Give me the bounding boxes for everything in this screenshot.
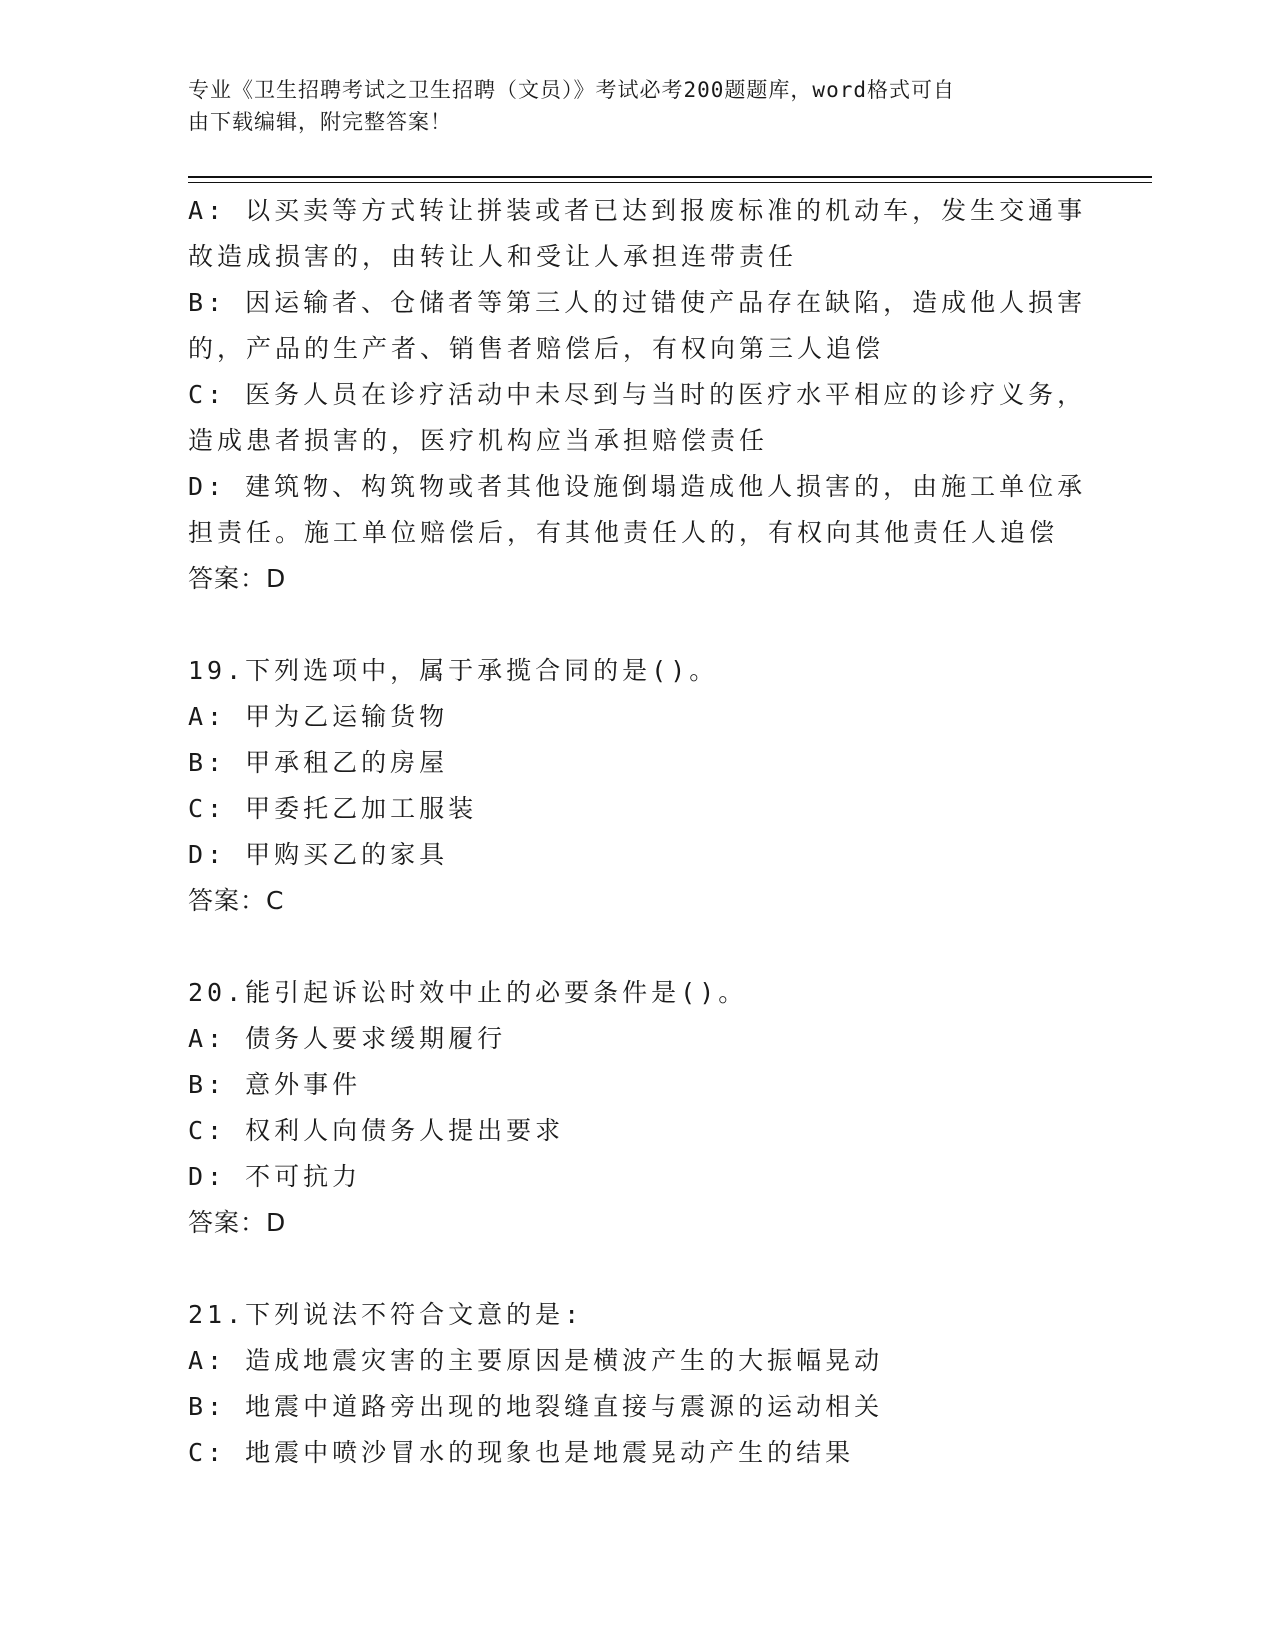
q18-option-b-line-1: B: 因运输者、仓储者等第三人的过错使产品存在缺陷，造成他人损害 [188, 288, 1087, 317]
header-line-1: 专业《卫生招聘考试之卫生招聘（文员）》考试必考200题题库，word格式可自 [188, 78, 955, 102]
q20-answer: 答案：D [188, 1208, 287, 1237]
spacer [188, 1246, 1088, 1292]
question-18 [188, 188, 1088, 602]
q18-option-b-line-2: 的，产品的生产者、销售者赔偿后，有权向第三人追偿 [188, 334, 885, 363]
q19-option-d: D: 甲购买乙的家具 [188, 840, 449, 869]
q18-option-c-line-1: C: 医务人员在诊疗活动中未尽到与当时的医疗水平相应的诊疗义务， [188, 380, 1087, 409]
q18-option-c-line-2: 造成患者损害的，医疗机构应当承担赔偿责任 [188, 426, 769, 455]
q18-option-a-line-1: A: 以买卖等方式转让拼装或者已达到报废标准的机动车，发生交通事 [188, 196, 1087, 225]
q18-answer: 答案：D [188, 564, 287, 593]
q19-option-c: C: 甲委托乙加工服装 [188, 794, 478, 823]
q18-option-d-line-2: 担责任。施工单位赔偿后，有其他责任人的，有权向其他责任人追偿 [188, 518, 1059, 547]
q20-question: 20.能引起诉讼时效中止的必要条件是()。 [188, 978, 748, 1007]
q21-question: 21.下列说法不符合文意的是: [188, 1300, 584, 1329]
document-header [188, 74, 1068, 138]
spacer [188, 602, 1088, 648]
q21-option-a: A: 造成地震灾害的主要原因是横波产生的大振幅晃动 [188, 1346, 884, 1375]
q18-option-a-line-2: 故造成损害的，由转让人和受让人承担连带责任 [188, 242, 798, 271]
question-21 [188, 1292, 1088, 1476]
q19-question: 19.下列选项中，属于承揽合同的是()。 [188, 656, 719, 685]
question-20 [188, 970, 1088, 1246]
q19-answer: 答案：C [188, 886, 285, 915]
q18-option-d-line-1: D: 建筑物、构筑物或者其他设施倒塌造成他人损害的，由施工单位承 [188, 472, 1087, 501]
q21-option-b: B: 地震中道路旁出现的地裂缝直接与震源的运动相关 [188, 1392, 884, 1421]
header-rule-thick [188, 176, 1152, 178]
question-19 [188, 648, 1088, 924]
q20-option-d: D: 不可抗力 [188, 1162, 362, 1191]
question-content [188, 188, 1088, 1476]
q20-option-c: C: 权利人向债务人提出要求 [188, 1116, 565, 1145]
header-line-2: 由下载编辑，附完整答案！ [188, 110, 452, 134]
header-rule-thin [188, 182, 1152, 183]
q19-option-b: B: 甲承租乙的房屋 [188, 748, 449, 777]
q19-option-a: A: 甲为乙运输货物 [188, 702, 449, 731]
spacer [188, 924, 1088, 970]
q21-option-c: C: 地震中喷沙冒水的现象也是地震晃动产生的结果 [188, 1438, 855, 1467]
q20-option-b: B: 意外事件 [188, 1070, 362, 1099]
q20-option-a: A: 债务人要求缓期履行 [188, 1024, 507, 1053]
